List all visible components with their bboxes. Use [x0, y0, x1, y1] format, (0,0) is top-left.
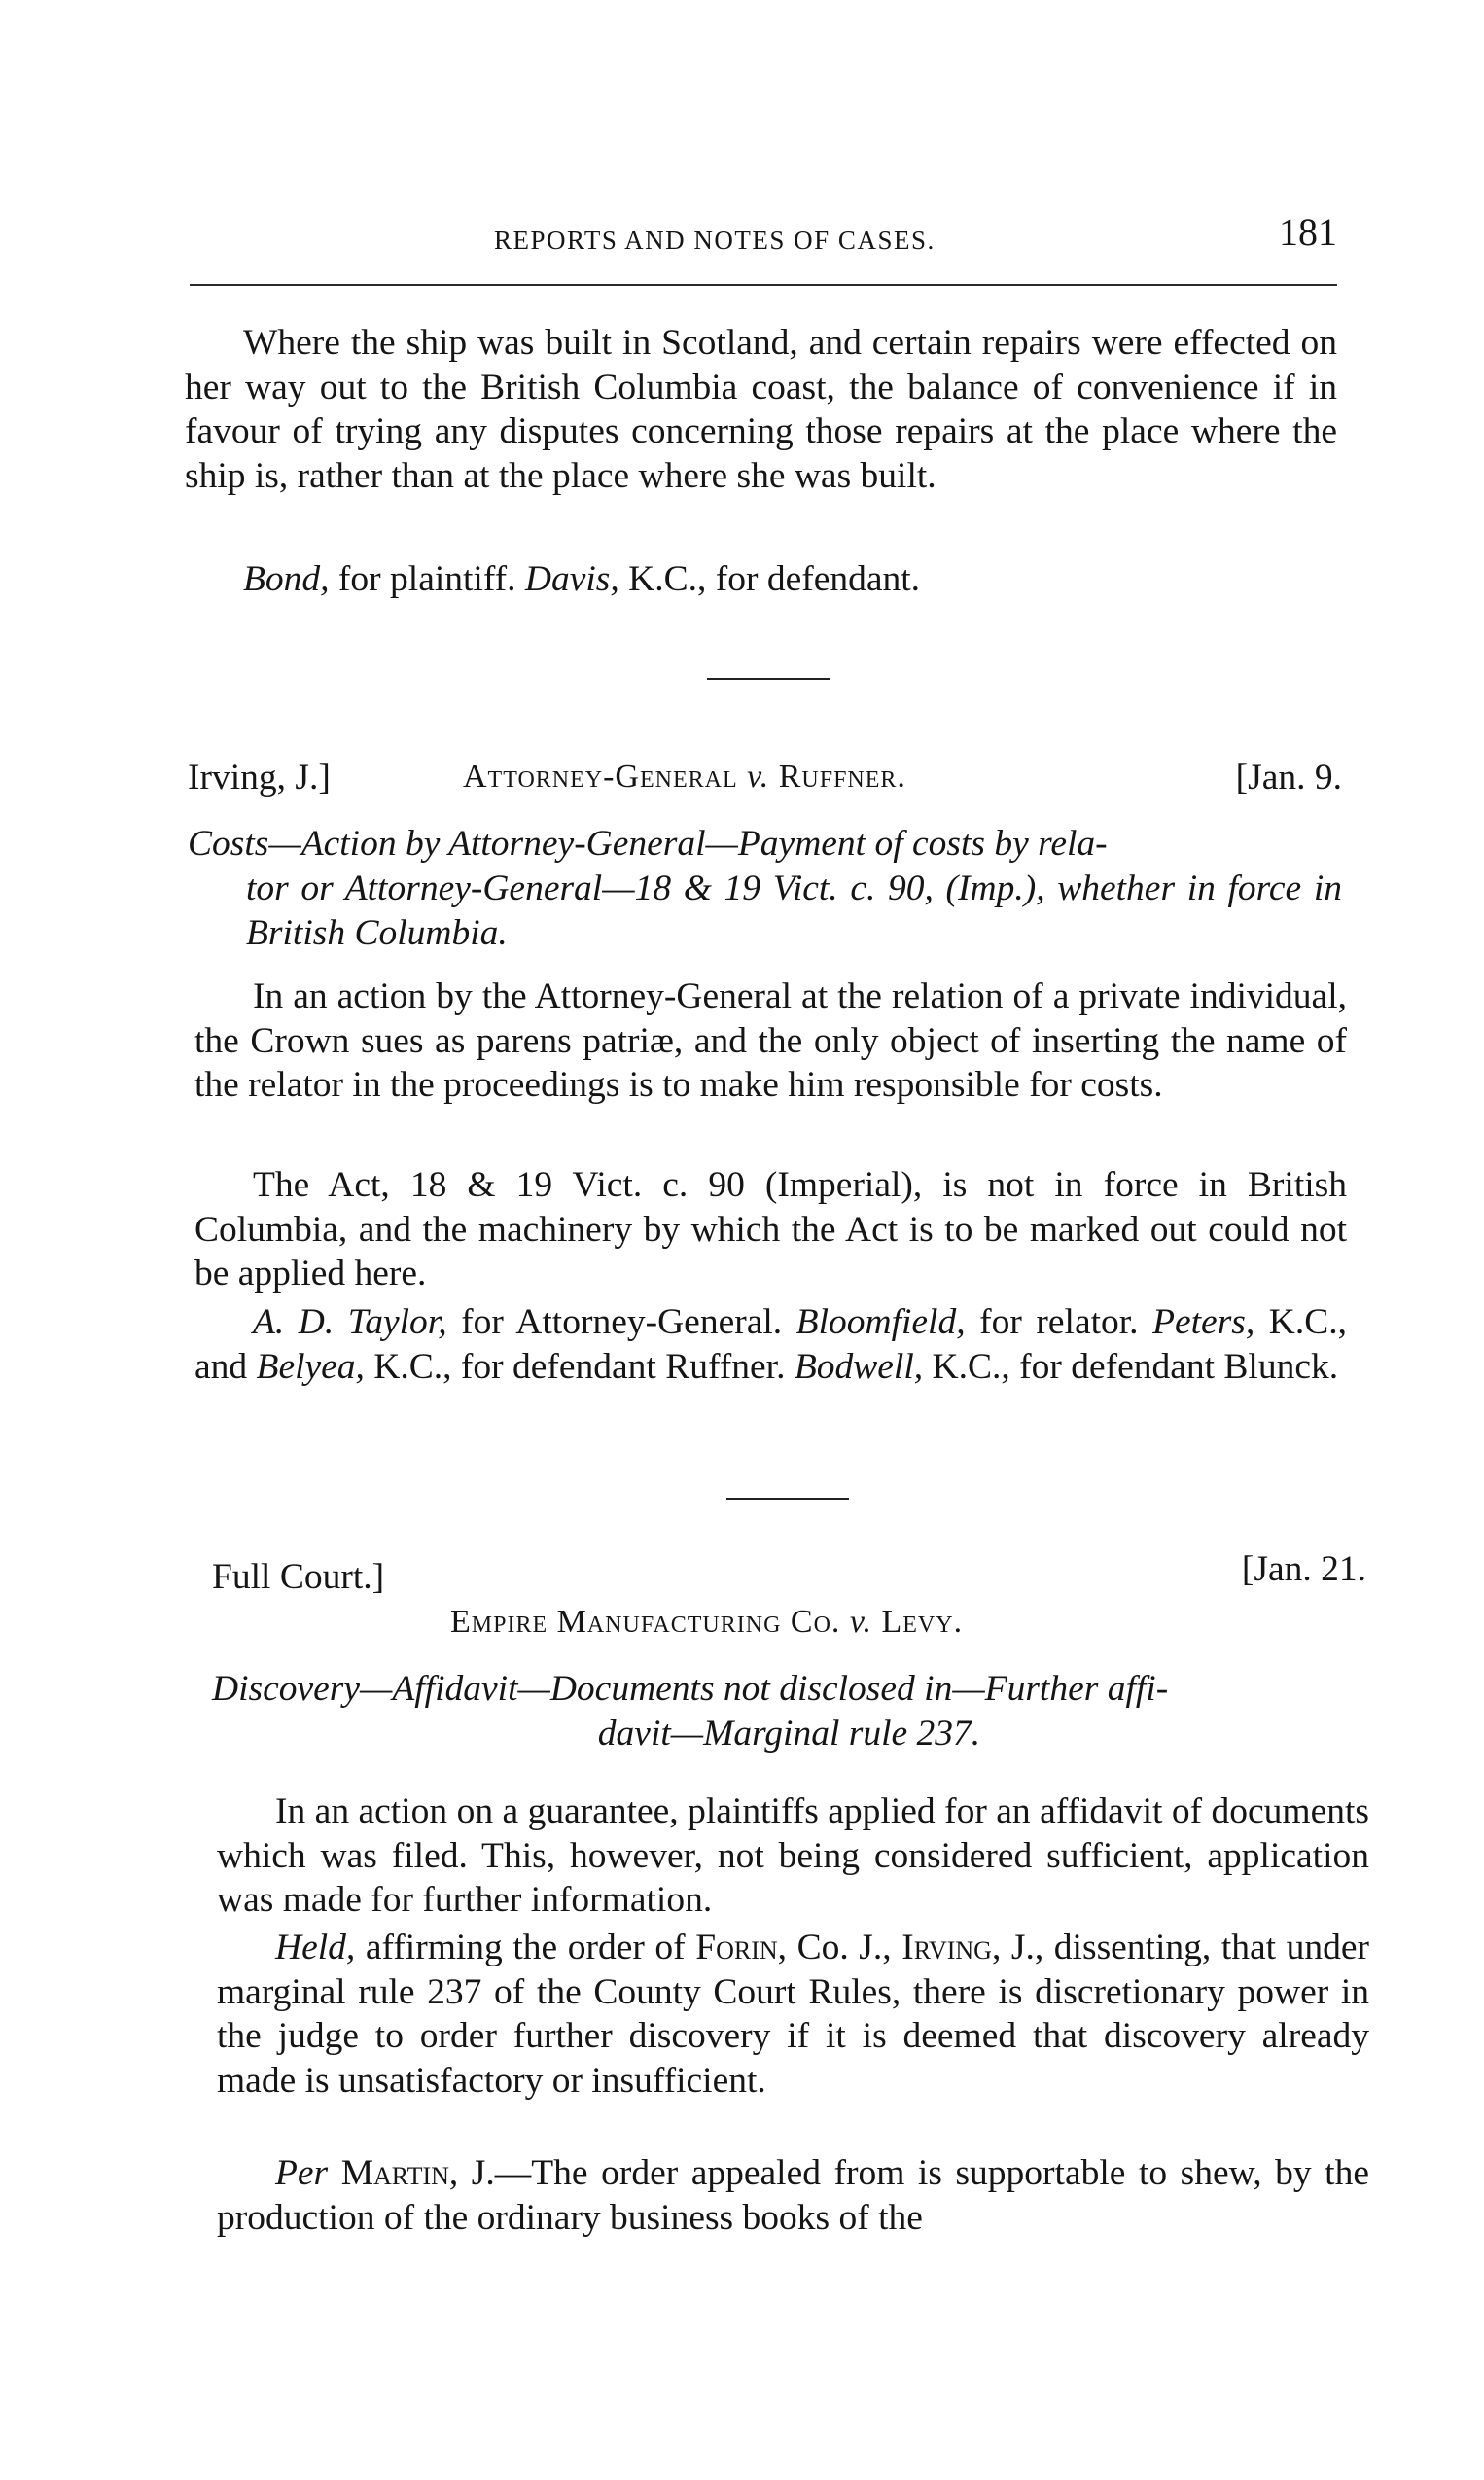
counsel-name: Bloomfield,: [795, 1302, 966, 1342]
counsel-role: K.C., and: [194, 1302, 1348, 1387]
catchwords-line: tor or Attorney-General—18 & 19 Vict. c. 90, (Imp.), whether in force in British Columbia.: [246, 868, 1342, 953]
intro-paragraph: Where the ship was built in Scotland, and certain repairs were effected on her way out to the British Columbia coast, the balance of convenience if in favour of trying any disputes concerning those repairs at the place where the ship is, rather than at the place where she was built.: [185, 323, 1337, 496]
catchwords-line: Discovery—Affidavit—Documents not disclosed in—Further affi-: [212, 1669, 1169, 1709]
running-head: [185, 204, 1337, 263]
running-title: REPORTS AND NOTES OF CASES.: [494, 226, 936, 255]
party: Attorney-General: [463, 759, 738, 795]
paragraph: In an action on a guarantee, plaintiffs applied for an affidavit of documents which was filed. This, however, not being considered sufficient, application was made for further information.: [217, 1791, 1369, 1920]
counsel-role: for plaintiff.: [329, 559, 525, 599]
judge-name: Irving: [901, 1928, 992, 1967]
judge-name: Martin: [340, 2153, 449, 2193]
case-header: [188, 757, 1342, 805]
counsel-name: Belyea,: [256, 1346, 365, 1387]
case-title: [450, 1604, 963, 1641]
date: [Jan. 21.: [1241, 1549, 1366, 1589]
versus: v.: [747, 759, 770, 795]
text: , J.—The order appealed from is supportable to shew, by the production of the ordinary business books of the: [217, 2153, 1369, 2238]
text: , Co. J.,: [777, 1928, 902, 1967]
case-header: [212, 1548, 1366, 1597]
party: Ruffner.: [778, 759, 906, 795]
counsel-name: A. D. Taylor,: [253, 1302, 447, 1342]
party: Levy.: [881, 1604, 964, 1640]
judge: Irving, J.]: [188, 758, 331, 797]
versus: v.: [849, 1604, 872, 1640]
case-title: [463, 759, 906, 796]
counsel-role: K.C., for defendant Blunck.: [923, 1346, 1339, 1387]
court: Full Court.]: [212, 1557, 385, 1597]
counsel-role: K.C., for defendant.: [618, 559, 921, 599]
per-label: Per: [275, 2153, 329, 2193]
text: , J., dissenting, that under marginal rule 237 of the County Court Rules, there is discretionary power in the judge to order further discovery if it is deemed that discovery already made is unsatisfactory or insufficient.: [217, 1928, 1370, 2101]
header-rule: [190, 284, 1337, 286]
counsel-role: for relator.: [965, 1302, 1153, 1342]
counsel-name: Davis,: [524, 559, 619, 599]
held-label: Held,: [275, 1928, 356, 1967]
counsel-role: for Attorney-General.: [446, 1302, 796, 1342]
date: [Jan. 9.: [1235, 758, 1342, 797]
counsel-name: Bodwell,: [794, 1346, 924, 1387]
paragraph: In an action by the Attorney-General at the relation of a private individual, the Crown sues as parens patriæ, and the only object of inserting the name of the relator in the proceedings is to make him responsible for costs.: [194, 976, 1347, 1105]
per-paragraph: [217, 2151, 1369, 2240]
counsel-name: Peters,: [1152, 1302, 1255, 1342]
section-divider: [707, 678, 830, 680]
counsel: [194, 1300, 1347, 1389]
held-paragraph: [217, 1926, 1369, 2103]
catchwords: [212, 1667, 1366, 1756]
counsel-role: K.C., for defendant Ruffner.: [364, 1346, 795, 1387]
counsel-name: Bond,: [243, 559, 330, 599]
catchwords-line: davit—Marginal rule 237.: [597, 1714, 981, 1754]
party: Empire Manufacturing Co.: [450, 1604, 841, 1640]
section-divider: [726, 1498, 849, 1500]
catchwords-line: Costs—Action by Attorney-General—Payment of costs by rela-: [188, 824, 1108, 864]
page-number: 181: [1279, 210, 1337, 254]
case-title-row: [212, 1602, 1366, 1650]
intro-counsel: [185, 557, 1337, 602]
judge-name: Forin: [695, 1928, 778, 1967]
catchwords: [188, 822, 1342, 956]
text: affirming the order of: [355, 1928, 696, 1967]
paragraph: The Act, 18 & 19 Vict. c. 90 (Imperial), is not in force in British Columbia, and the machinery by which the Act is to be marked out could not be applied here.: [194, 1165, 1347, 1293]
